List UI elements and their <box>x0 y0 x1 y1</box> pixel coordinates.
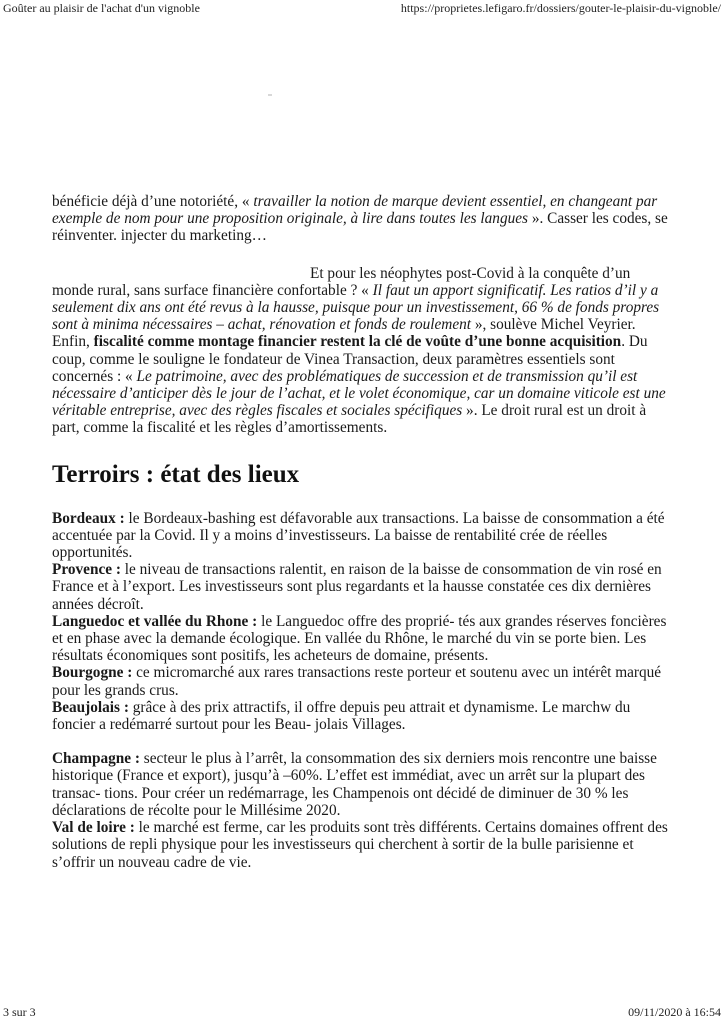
intro-paragraph-2 <box>52 265 674 437</box>
region-bordeaux <box>52 510 674 562</box>
print-datetime: 09/11/2020 à 16:54 <box>628 1005 721 1019</box>
region-text: le Languedoc offre des proprié- tés aux grandes réserves foncières et en phase avec la demande écologique. En vallée du Rhône, le marché du vin se porte bien. Les résultats économiques sont positifs, les acheteurs de domaine, présents. <box>52 612 667 665</box>
region-name: Languedoc et vallée du Rhone : <box>52 612 258 630</box>
region-text: ce micromarché aux rares transactions reste porteur et soutenu avec un intérêt marqué pour les grands crus. <box>52 664 662 699</box>
text-run: », soulève Michel Veyrier. Enfin, <box>52 316 636 351</box>
region-languedoc-rhone <box>52 613 674 665</box>
region-text: le niveau de transactions ralentit, en raison de la baisse de consommation de vin rosé en France et à l’export. Les investisseurs sont plus regardants et la hausse constatée ces dix dernières années décroît. <box>52 561 662 613</box>
page-title: Goûter au plaisir de l'achat d'un vignoble <box>3 1 200 15</box>
region-bourgogne <box>52 664 674 698</box>
print-header <box>3 0 721 16</box>
text-run: bénéficie déjà d’une notoriété, « <box>52 193 254 210</box>
region-name: Champagne : <box>52 750 140 768</box>
region-name: Bourgogne : <box>52 664 133 682</box>
page-url: https://proprietes.lefigaro.fr/dossiers/gouter-le-plaisir-du-vignoble/ <box>400 1 721 15</box>
quote-italic: Il faut un apport significatif. Les ratios d’il y a seulement dix ans ont été revus à la hausse, puisque pour un investissement, 66 % de fonds propres sont à minima nécessaires – achat, rénovation et fonds de roulement <box>52 281 660 334</box>
region-text: secteur le plus à l’arrêt, la consommation des six derniers mois rencontre une baisse historique (France et export), jusqu’à –60%. L’effet est immédiat, avec un arrêt sur la plupart des transac- tions. Pour créer un redémarrage, les Champenois ont décidé de diminuer de 30 % les déclarations de récolte pour le Millésime 2020. <box>52 750 657 819</box>
region-provence <box>52 561 674 613</box>
intro-paragraph-1 <box>52 193 674 245</box>
region-champagne <box>52 750 674 819</box>
article-body <box>52 193 674 871</box>
faint-mark <box>268 94 272 96</box>
region-text: grâce à des prix attractifs, il offre depuis peu attrait et dynamisme. Le marchw du foncier a redémarré surtout pour les Beau- jolais Villages. <box>52 698 631 734</box>
quote-italic: Le patrimoine, avec des problématiques de succession et de transmission qu’il est nécessaire d’anticiper dès le jour de l’achat, et le volet économique, car un domaine viticole est une véritable entreprise, avec des règles fiscales et sociales spécifiques <box>52 367 666 420</box>
region-text: le Bordeaux-bashing est défavorable aux transactions. La baisse de consommation a été accentuée par la Covid. Il y a moins d’investisseurs. La baisse de rentabilité crée de réelles opportunités. <box>52 509 665 562</box>
quote-italic: travailler la notion de marque devient essentiel, en changeant par exemple de nom pour une proposition originale, à lire dans toutes les langues <box>52 193 658 228</box>
text-run: ». Casser les codes, se réinventer. injecter du marketing… <box>52 210 668 245</box>
section-heading: Terroirs : état des lieux <box>52 460 300 488</box>
region-text: le marché est ferme, car les produits sont très différents. Certains domaines offrent des solutions de repli physique pour les investisseurs qui cherchent à sortir de la bulle parisienne et s’offrir un nouveau cadre de vie. <box>52 819 668 871</box>
region-name: Provence : <box>52 561 121 579</box>
page-number: 3 sur 3 <box>3 1005 36 1019</box>
text-run: ». Le droit rural est un droit à part, comme la fiscalité et les règles d’amortissements. <box>52 402 647 437</box>
region-name: Bordeaux : <box>52 509 125 527</box>
region-name: Beaujolais : <box>52 698 129 716</box>
region-beaujolais <box>52 699 674 733</box>
text-run: . Du coup, comme le souligne le fondateur de Vinea Transaction, deux paramètres essentiels sont concernés : « <box>52 333 648 385</box>
print-footer <box>3 1004 721 1020</box>
region-name: Val de loire : <box>52 819 135 837</box>
bold-highlight: fiscalité comme montage financier restent la clé de voûte d’une bonne acquisition <box>93 333 622 351</box>
text-run: Et pour les néophytes post-Covid à la conquête d’un monde rural, sans surface financière confortable ? « <box>52 264 631 299</box>
region-val-de-loire <box>52 819 674 871</box>
